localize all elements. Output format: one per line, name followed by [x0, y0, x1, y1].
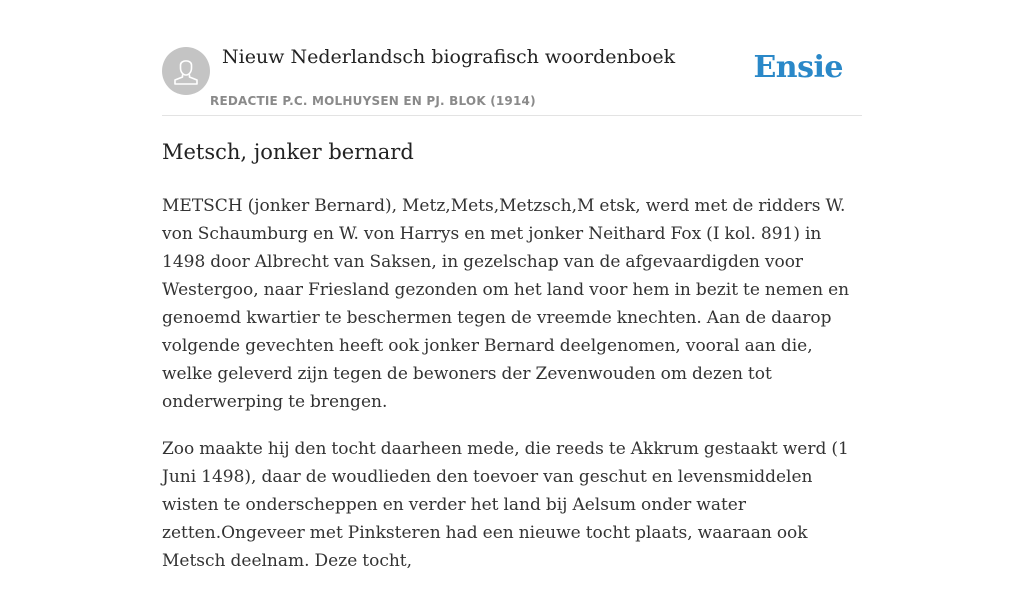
article-body — [162, 192, 862, 594]
book-header — [162, 46, 862, 116]
article-paragraph: Zoo maakte hij den tocht daarheen mede, die reeds te Akkrum gestaakt werd (1 Juni 1498), daar de woudlieden den toevoer van geschut en levensmiddelen wisten te onderscheppen en verder het land bij Aelsum onder water zetten.Ongeveer met Pinksteren had een nieuwe tocht plaats, waaraan ook Metsch deelnam. Deze tocht, — [162, 439, 849, 571]
book-editors: REDACTIE P.C. MOLHUYSEN EN PJ. BLOK (1914) — [210, 94, 536, 108]
article-title: Metsch, jonker bernard — [162, 140, 414, 164]
user-silhouette-icon — [162, 47, 210, 95]
article-paragraph: METSCH (jonker Bernard), Metz,Mets,Metzsch,M etsk, werd met de ridders W. von Schaumburg en W. von Harrys en met jonker Neithard Fox (I kol. 891) in 1498 door Albrecht van Saksen, in gezelschap van de afgevaardigden voor Westergoo, naar Friesland gezonden om het land voor hem in bezit te nemen en genoemd kwartier te beschermen tegen de vreemde knechten. Aan de daarop volgende gevechten heeft ook jonker Bernard deelgenomen, vooral aan die, welke geleverd zijn tegen de bewoners der Zevenwouden om dezen tot onderwerping te brengen. — [162, 196, 850, 412]
book-title[interactable]: Nieuw Nederlandsch biografisch woordenboek — [222, 46, 676, 68]
ensie-logo[interactable]: Ensie — [753, 50, 843, 85]
